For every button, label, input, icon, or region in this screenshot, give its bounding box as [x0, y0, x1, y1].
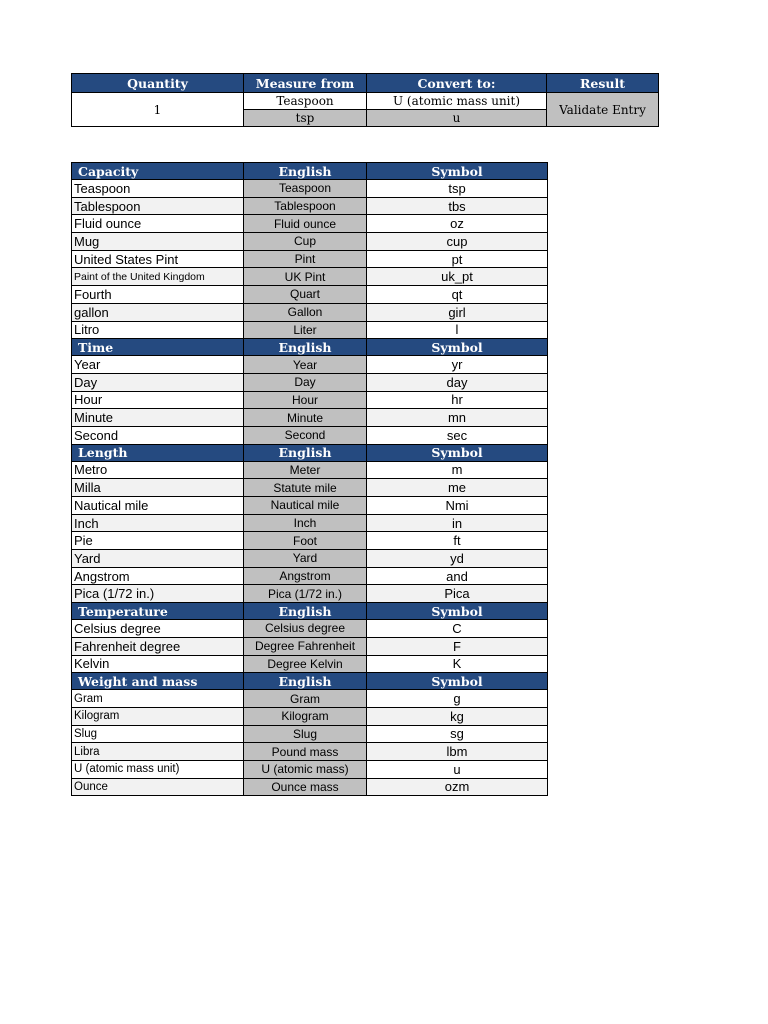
unit-name: Gram — [72, 690, 244, 708]
unit-name: Kelvin — [72, 655, 244, 673]
unit-english: Inch — [244, 514, 367, 532]
convert-to-select[interactable]: U (atomic mass unit) — [367, 93, 547, 110]
unit-name: Nautical mile — [72, 497, 244, 515]
section-title: Temperature — [72, 603, 244, 620]
unit-english: Angstrom — [244, 567, 367, 585]
unit-english: Day — [244, 373, 367, 391]
unit-name: Year — [72, 356, 244, 374]
unit-row — [72, 655, 548, 673]
unit-english: Degree Kelvin — [244, 655, 367, 673]
unit-english: Degree Fahrenheit — [244, 637, 367, 655]
section-header-length — [72, 444, 548, 461]
unit-symbol: tsp — [367, 180, 548, 198]
english-header: English — [244, 444, 367, 461]
unit-english: Minute — [244, 409, 367, 427]
section-title: Weight and mass — [72, 673, 244, 690]
unit-symbol: tbs — [367, 197, 548, 215]
unit-row — [72, 567, 548, 585]
unit-name: Litro — [72, 321, 244, 339]
unit-english: Yard — [244, 550, 367, 568]
from-symbol: tsp — [244, 110, 367, 127]
unit-english: Liter — [244, 321, 367, 339]
unit-symbol: me — [367, 479, 548, 497]
quantity-input[interactable]: 1 — [72, 93, 244, 127]
unit-row — [72, 461, 548, 479]
unit-english: Year — [244, 356, 367, 374]
unit-symbol: and — [367, 567, 548, 585]
section-header-capacity — [72, 163, 548, 180]
section-header-time — [72, 339, 548, 356]
unit-symbol: C — [367, 620, 548, 638]
unit-english: Meter — [244, 461, 367, 479]
converter-header-row — [72, 74, 659, 93]
unit-name: Pie — [72, 532, 244, 550]
unit-symbol: sec — [367, 426, 548, 444]
measure-from-header: Measure from — [244, 74, 367, 93]
unit-name: Metro — [72, 461, 244, 479]
unit-name: Pica (1/72 in.) — [72, 585, 244, 603]
unit-row — [72, 180, 548, 198]
unit-symbol: ozm — [367, 778, 548, 796]
section-title: Length — [72, 444, 244, 461]
unit-symbol: g — [367, 690, 548, 708]
unit-symbol: hr — [367, 391, 548, 409]
unit-symbol: l — [367, 321, 548, 339]
section-header-weight-and-mass — [72, 673, 548, 690]
unit-english: Pound mass — [244, 743, 367, 761]
unit-symbol: F — [367, 637, 548, 655]
unit-symbol: oz — [367, 215, 548, 233]
unit-symbol: Pica — [367, 585, 548, 603]
unit-row — [72, 743, 548, 761]
symbol-header: Symbol — [367, 339, 548, 356]
unit-row — [72, 620, 548, 638]
unit-row — [72, 426, 548, 444]
unit-row — [72, 550, 548, 568]
unit-symbol: mn — [367, 409, 548, 427]
unit-row — [72, 215, 548, 233]
unit-name: Hour — [72, 391, 244, 409]
unit-symbol: lbm — [367, 743, 548, 761]
unit-row — [72, 479, 548, 497]
result-header: Result — [547, 74, 659, 93]
unit-symbol: m — [367, 461, 548, 479]
unit-english: Fluid ounce — [244, 215, 367, 233]
unit-name: Yard — [72, 550, 244, 568]
unit-english: U (atomic mass) — [244, 760, 367, 778]
unit-english: Pica (1/72 in.) — [244, 585, 367, 603]
unit-name: Mug — [72, 233, 244, 251]
unit-english: Statute mile — [244, 479, 367, 497]
unit-row — [72, 637, 548, 655]
convert-to-header: Convert to: — [367, 74, 547, 93]
unit-english: Gram — [244, 690, 367, 708]
unit-row — [72, 707, 548, 725]
unit-english: Gallon — [244, 303, 367, 321]
unit-english: Pint — [244, 250, 367, 268]
unit-row — [72, 778, 548, 796]
unit-symbol: uk_pt — [367, 268, 548, 286]
unit-name: Fourth — [72, 286, 244, 304]
unit-row — [72, 233, 548, 251]
unit-name: Slug — [72, 725, 244, 743]
unit-symbol: day — [367, 373, 548, 391]
converter-input-row — [72, 93, 659, 110]
symbol-header: Symbol — [367, 163, 548, 180]
section-header-temperature — [72, 603, 548, 620]
symbol-header: Symbol — [367, 444, 548, 461]
unit-english: Slug — [244, 725, 367, 743]
unit-symbol: kg — [367, 707, 548, 725]
unit-english: UK Pint — [244, 268, 367, 286]
unit-name: Second — [72, 426, 244, 444]
unit-name: Kilogram — [72, 707, 244, 725]
unit-row — [72, 197, 548, 215]
converter-table — [71, 73, 659, 127]
section-title: Capacity — [72, 163, 244, 180]
unit-row — [72, 514, 548, 532]
unit-name: Day — [72, 373, 244, 391]
quantity-header: Quantity — [72, 74, 244, 93]
unit-english: Tablespoon — [244, 197, 367, 215]
unit-row — [72, 356, 548, 374]
unit-row — [72, 690, 548, 708]
unit-english: Nautical mile — [244, 497, 367, 515]
unit-name: Teaspoon — [72, 180, 244, 198]
unit-symbol: pt — [367, 250, 548, 268]
unit-english: Foot — [244, 532, 367, 550]
unit-symbol: ft — [367, 532, 548, 550]
section-title: Time — [72, 339, 244, 356]
unit-name: gallon — [72, 303, 244, 321]
unit-name: Celsius degree — [72, 620, 244, 638]
units-table — [71, 162, 548, 796]
unit-english: Quart — [244, 286, 367, 304]
unit-row — [72, 409, 548, 427]
unit-name: Tablespoon — [72, 197, 244, 215]
unit-name: Fluid ounce — [72, 215, 244, 233]
unit-row — [72, 373, 548, 391]
unit-row — [72, 532, 548, 550]
unit-name: Paint of the United Kingdom — [72, 268, 244, 286]
unit-name: Fahrenheit degree — [72, 637, 244, 655]
unit-symbol: qt — [367, 286, 548, 304]
unit-symbol: yr — [367, 356, 548, 374]
unit-symbol: cup — [367, 233, 548, 251]
unit-row — [72, 268, 548, 286]
unit-name: U (atomic mass unit) — [72, 760, 244, 778]
unit-symbol: u — [367, 760, 548, 778]
unit-name: Inch — [72, 514, 244, 532]
unit-name: Ounce — [72, 778, 244, 796]
unit-english: Second — [244, 426, 367, 444]
unit-english: Hour — [244, 391, 367, 409]
unit-row — [72, 321, 548, 339]
to-symbol: u — [367, 110, 547, 127]
unit-symbol: K — [367, 655, 548, 673]
unit-row — [72, 585, 548, 603]
unit-english: Kilogram — [244, 707, 367, 725]
unit-english: Cup — [244, 233, 367, 251]
english-header: English — [244, 163, 367, 180]
unit-row — [72, 303, 548, 321]
english-header: English — [244, 603, 367, 620]
unit-symbol: girl — [367, 303, 548, 321]
unit-row — [72, 391, 548, 409]
symbol-header: Symbol — [367, 603, 548, 620]
unit-name: Angstrom — [72, 567, 244, 585]
unit-name: United States Pint — [72, 250, 244, 268]
unit-row — [72, 497, 548, 515]
symbol-header: Symbol — [367, 673, 548, 690]
unit-name: Libra — [72, 743, 244, 761]
english-header: English — [244, 673, 367, 690]
english-header: English — [244, 339, 367, 356]
unit-row — [72, 760, 548, 778]
unit-english: Teaspoon — [244, 180, 367, 198]
unit-symbol: Nmi — [367, 497, 548, 515]
unit-english: Celsius degree — [244, 620, 367, 638]
unit-row — [72, 725, 548, 743]
unit-symbol: in — [367, 514, 548, 532]
unit-row — [72, 286, 548, 304]
unit-symbol: yd — [367, 550, 548, 568]
result-cell[interactable]: Validate Entry — [547, 93, 659, 127]
unit-symbol: sg — [367, 725, 548, 743]
measure-from-select[interactable]: Teaspoon — [244, 93, 367, 110]
unit-english: Ounce mass — [244, 778, 367, 796]
unit-name: Milla — [72, 479, 244, 497]
unit-row — [72, 250, 548, 268]
unit-name: Minute — [72, 409, 244, 427]
